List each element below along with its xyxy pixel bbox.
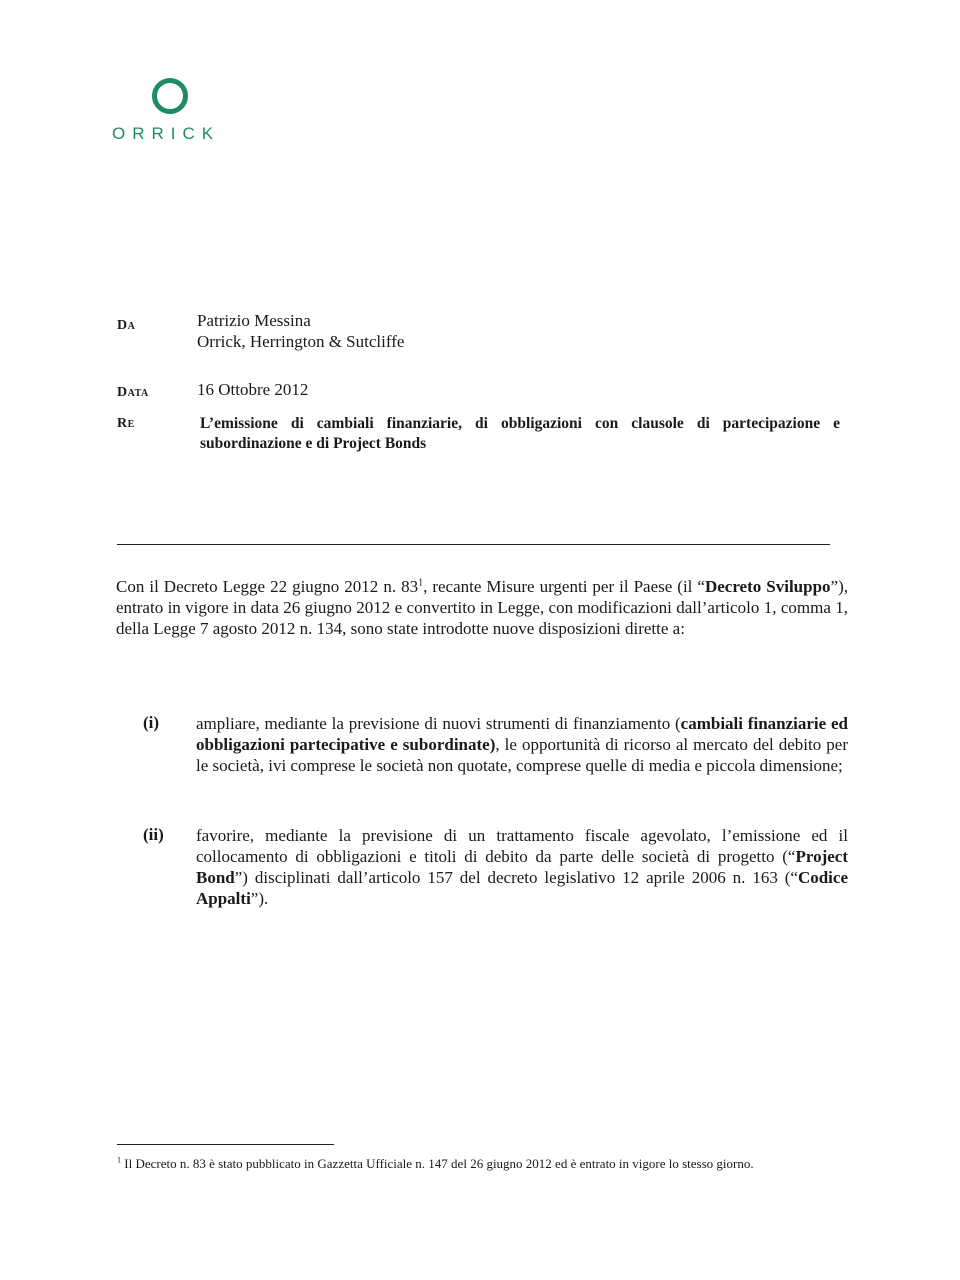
logo-wordmark: ORRICK — [112, 124, 221, 143]
from-name: Patrizio Messina — [197, 311, 311, 330]
list-item: ampliare, mediante la previsione di nuovi strumenti di finanziamento (cambiali finanziarie ed obbligazioni partecipative e subordinate), le opportunità di ricorso al mercato del debito per le società, ivi comprese le società non quotate, comprese quelle di media e piccola dimensione; — [196, 714, 848, 775]
header-divider — [117, 544, 830, 545]
footnote — [117, 1156, 754, 1172]
footnote-divider — [117, 1144, 334, 1145]
item-marker-2: (ii) — [143, 825, 164, 844]
list-item: favorire, mediante la previsione di un trattamento fiscale agevolato, l’emissione ed il collocamento di obbligazioni e titoli di debito da parte delle società di progetto (“Project Bond”) disciplinati dall’articolo 157 del decreto legislativo 12 aprile 2006 n. 163 (“Codice Appalti”). — [196, 826, 848, 908]
subject-label: Re — [117, 416, 135, 431]
date-value: 16 Ottobre 2012 — [197, 380, 309, 399]
subject-value: L’emissione di cambiali finanziarie, di obbligazioni con clausole di partecipazione e subordinazione e di Project Bonds — [200, 415, 840, 452]
footnote-text: Il Decreto n. 83 è stato pubblicato in Gazzetta Ufficiale n. 147 del 26 giugno 2012 ed è entrato in vigore lo stesso giorno. — [121, 1156, 754, 1171]
footnote-number: 1 — [117, 1155, 121, 1165]
orrick-logo — [112, 78, 232, 148]
from-label: Da — [117, 318, 136, 333]
intro-paragraph: Con il Decreto Legge 22 giugno 2012 n. $83^1$, recante Misure urgenti per il Paese (il “Decreto Sviluppo”), entrato in vigore in data 26 giugno 2012 e convertito in Legge, con modificazioni dall’articolo 1, comma 1, della Legge 7 agosto 2012 n. 134, sono state introdotte nuove disposizioni dirette a: — [116, 577, 849, 638]
from-firm: Orrick, Herrington & Sutcliffe — [197, 332, 405, 351]
logo-ring-icon — [152, 78, 188, 114]
footnote-ref: 1 — [418, 577, 424, 589]
date-label: Data — [117, 385, 149, 400]
item-marker-1: (i) — [143, 713, 160, 732]
